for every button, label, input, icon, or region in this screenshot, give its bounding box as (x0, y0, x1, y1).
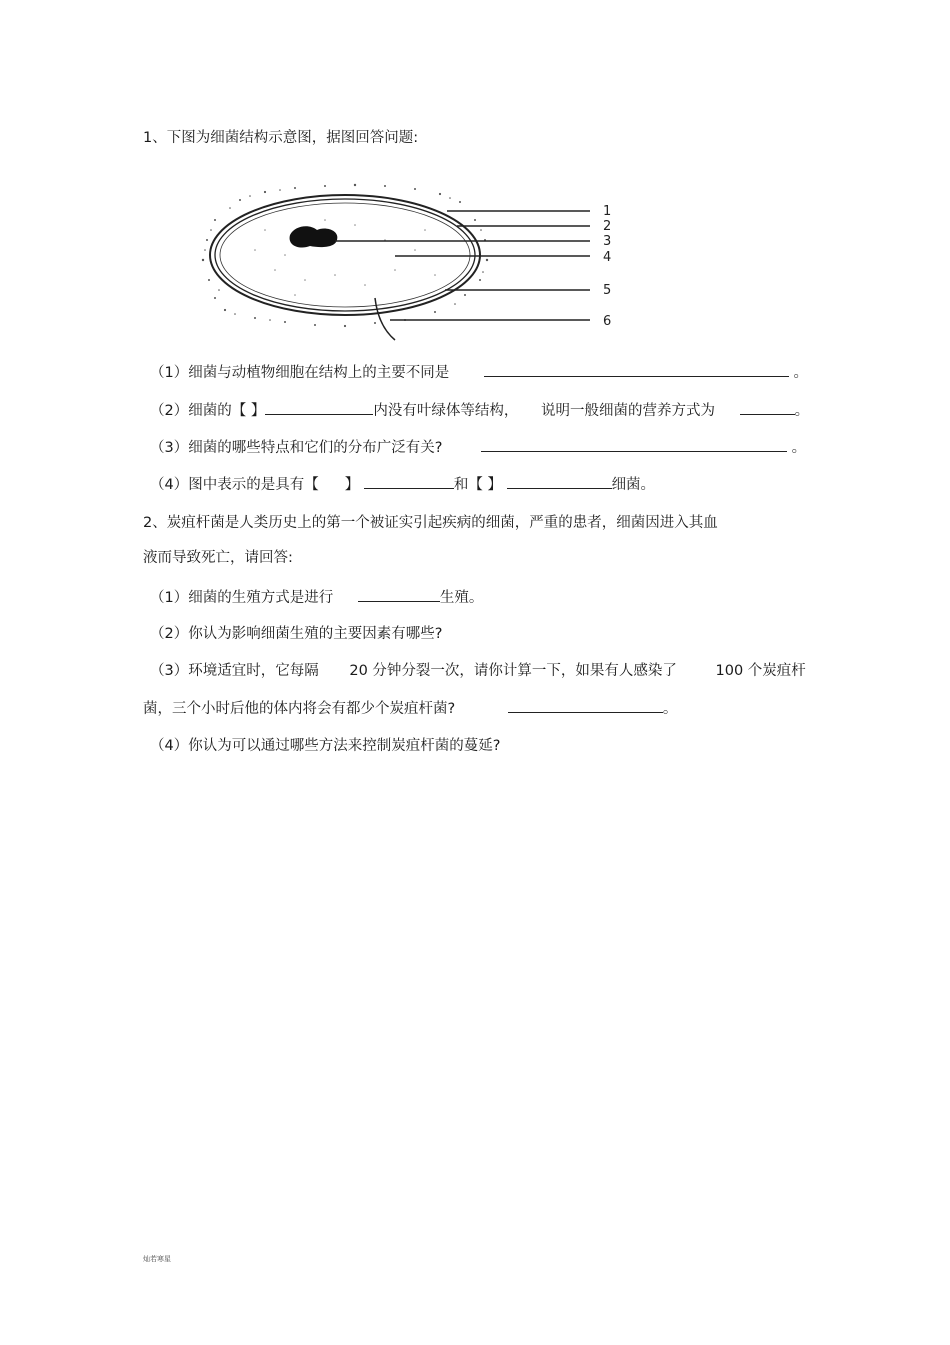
q1-sub2: （2）细菌的【 】 内没有叶绿体等结构， 说明一般细菌的营养方式为 。 (150, 400, 809, 421)
label-2: 2 (603, 219, 612, 234)
bacterium-diagram (195, 180, 625, 350)
answer-blank[interactable] (481, 437, 787, 452)
dna-region (290, 226, 338, 247)
q1-sub3: （3）细菌的哪些特点和它们的分布广泛有关? 。 (150, 437, 806, 458)
label-3: 3 (603, 234, 612, 249)
q2-sub3-line1: （3）环境适宜时，它每隔 20 分钟分裂一次，请你计算一下，如果有人感染了 100 个炭疽杆 (150, 663, 806, 679)
q2-sub3-line2: 菌，三个小时后他的体内将会有都少个炭疽杆菌? 。 (143, 698, 677, 719)
q2-intro-line2: 液而导致死亡，请回答: (143, 550, 293, 566)
q1-intro: 1、下图为细菌结构示意图，据图回答问题: (143, 130, 419, 146)
answer-blank[interactable] (740, 400, 795, 415)
answer-blank[interactable] (508, 698, 663, 713)
label-4: 4 (603, 250, 612, 265)
q2-sub2: （2）你认为影响细菌生殖的主要因素有哪些? (150, 626, 443, 642)
q2-sub1: （1）细菌的生殖方式是进行 生殖。 (150, 587, 483, 608)
cell-membrane-outline (215, 199, 475, 311)
label-6: 6 (603, 314, 612, 329)
answer-blank[interactable] (358, 587, 440, 602)
answer-blank[interactable] (364, 474, 454, 489)
cell-wall-outline (210, 195, 480, 315)
answer-blank[interactable] (265, 400, 373, 415)
answer-blank[interactable] (484, 362, 789, 377)
q1-sub1: （1）细菌与动植物细胞在结构上的主要不同是 。 (150, 362, 808, 383)
q1-sub4: （4）图中表示的是具有【 】 和【 】 细菌。 (150, 474, 655, 495)
label-1: 1 (603, 204, 612, 219)
answer-blank[interactable] (507, 474, 612, 489)
label-5: 5 (603, 283, 612, 298)
footer-note: 灿若寒星 (143, 1255, 171, 1263)
q2-intro-line1: 2、炭疽杆菌是人类历史上的第一个被证实引起疾病的细菌，严重的患者，细菌因进入其血 (143, 515, 718, 531)
q2-sub4: （4）你认为可以通过哪些方法来控制炭疽杆菌的蔓延? (150, 738, 501, 754)
